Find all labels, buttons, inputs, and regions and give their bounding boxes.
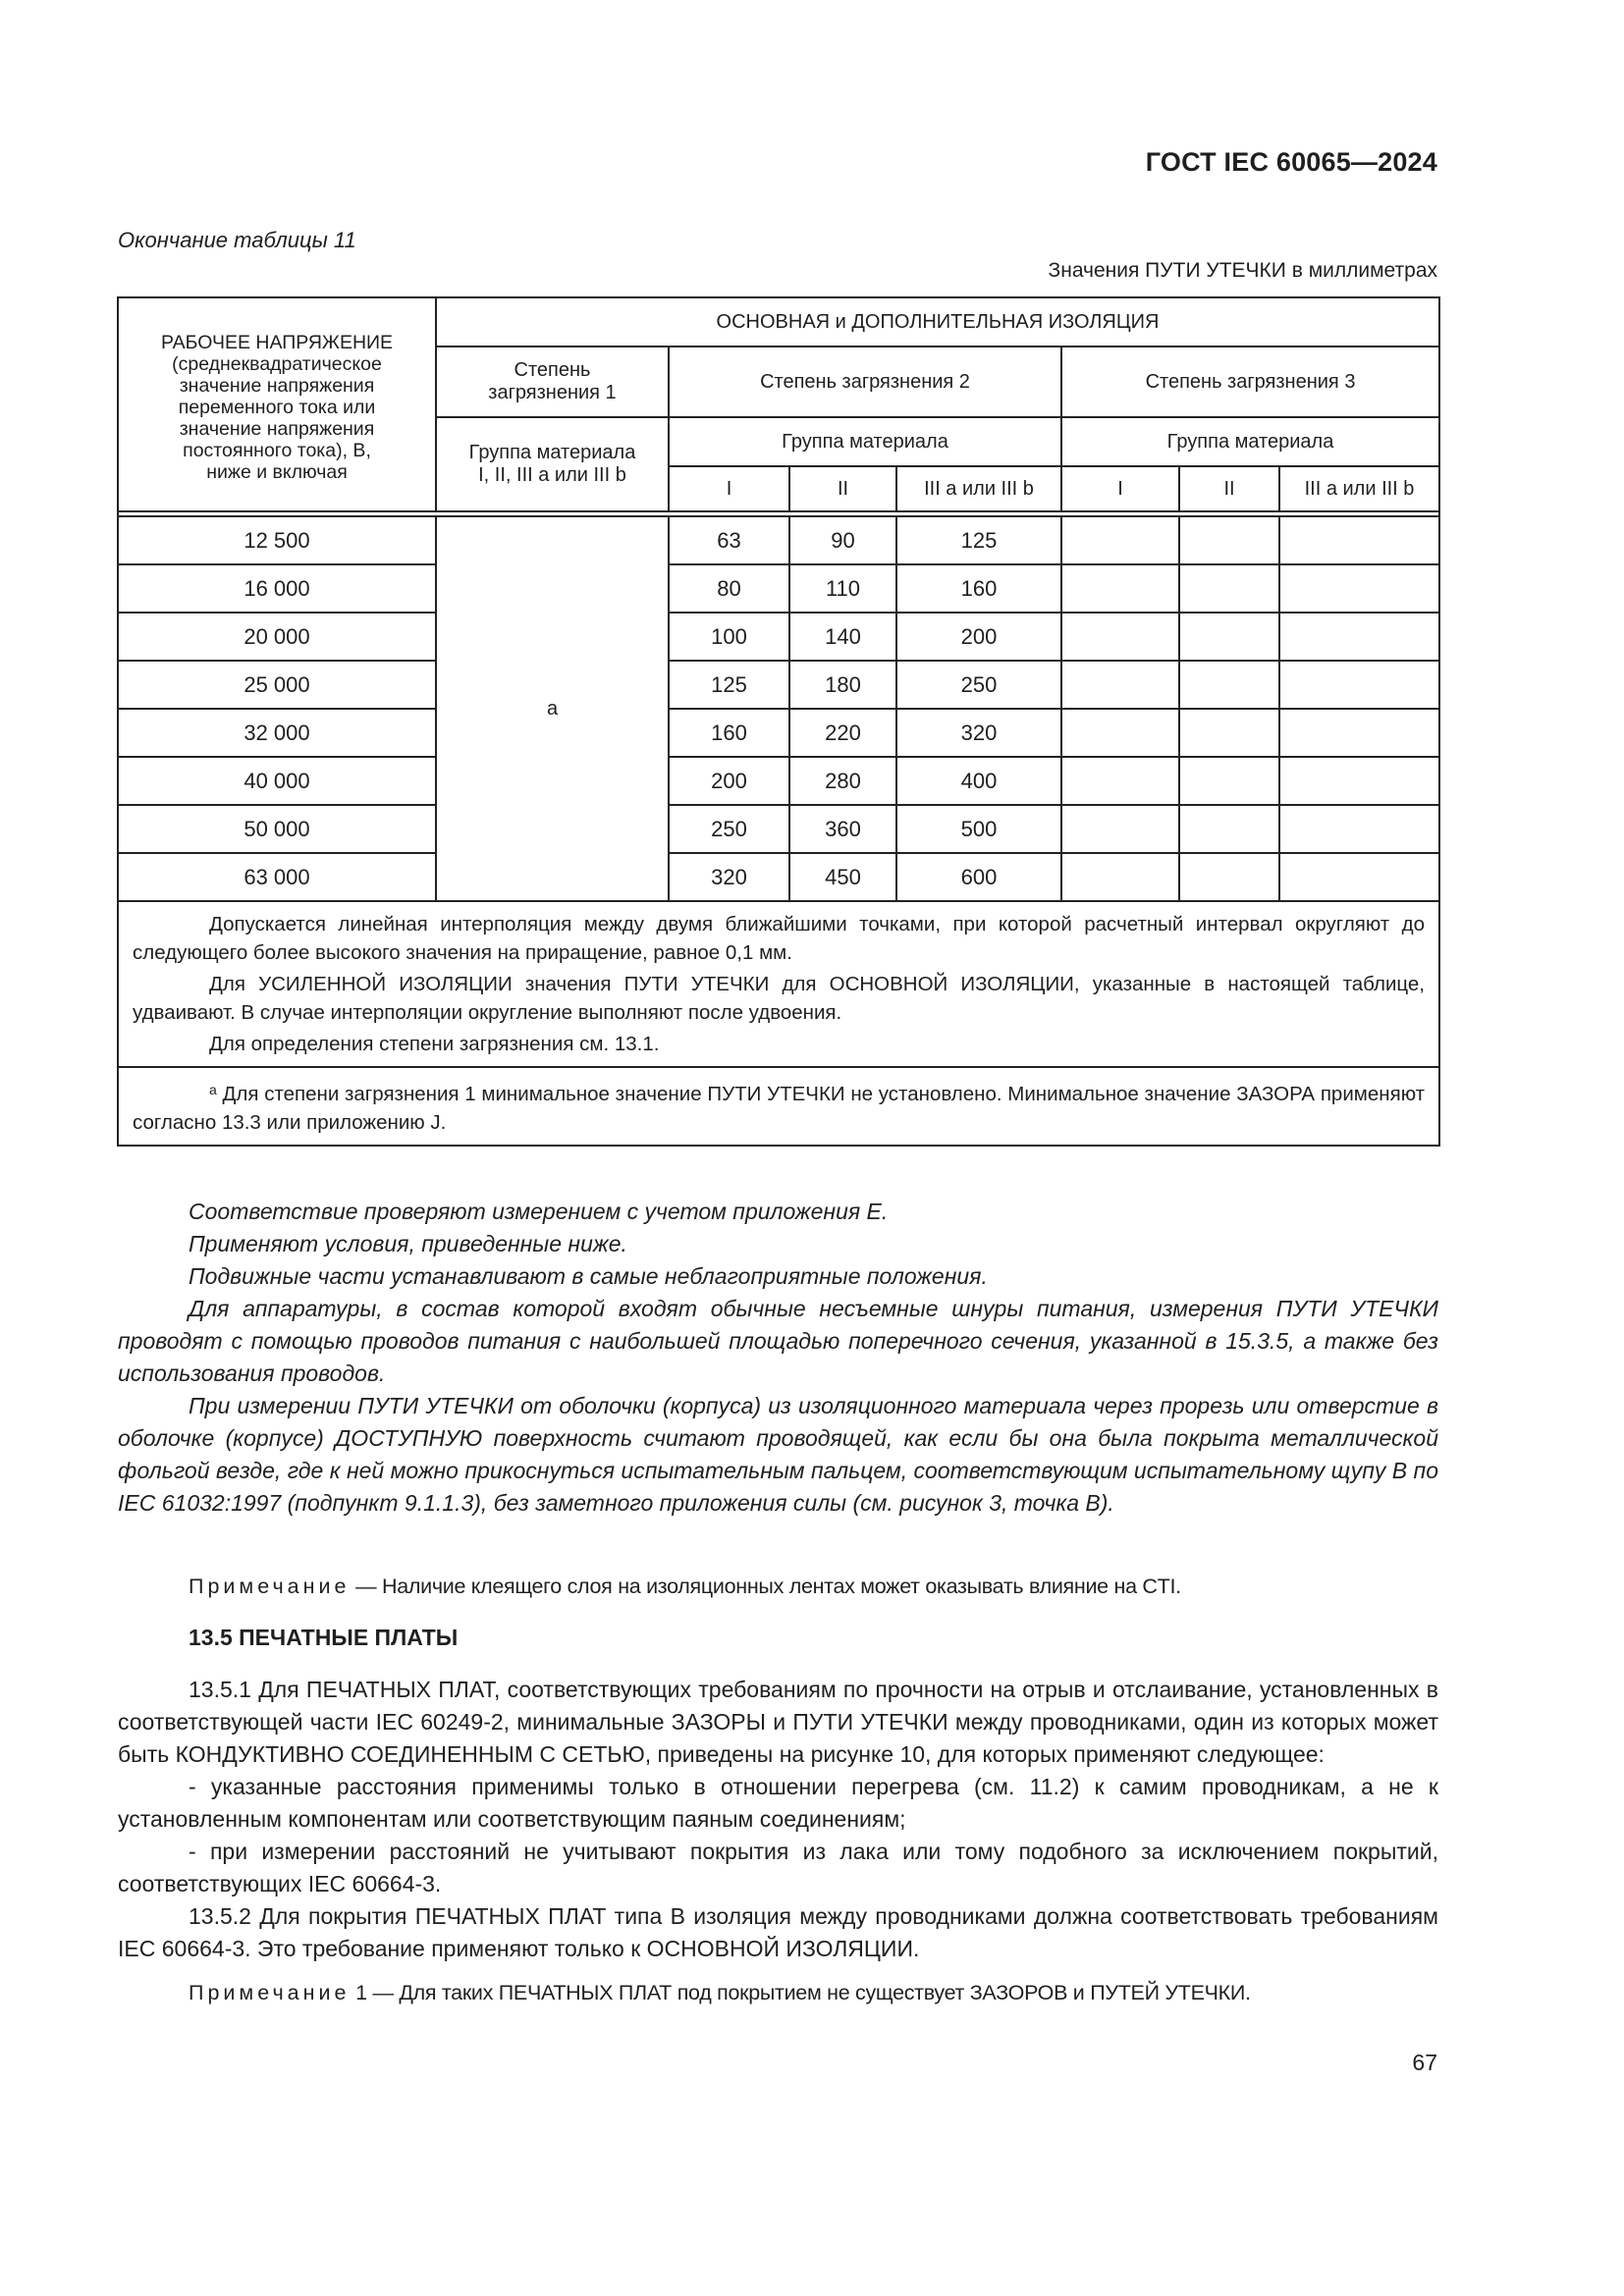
cell-voltage: 40 000 <box>118 757 436 805</box>
cell-pd2-II: 140 <box>789 613 896 661</box>
cell-voltage: 32 000 <box>118 709 436 757</box>
table-row <box>118 757 1439 805</box>
table-row <box>118 709 1439 757</box>
header-pd3-group-I: I <box>1061 466 1179 511</box>
cell-pd2-I: 160 <box>669 709 789 757</box>
table-note-interpolation: Допускается линейная интерполяция между двумя ближайшими точками, при которой расчетный интервал округляют до следующего более высокого значения на приращение, равное 0,1 мм. <box>133 913 1426 964</box>
table-row <box>118 564 1439 613</box>
header-voltage-line: постоянного тока), В, <box>183 440 371 461</box>
table-units-note: Значения ПУТИ УТЕЧКИ в миллиметрах <box>1048 259 1437 282</box>
cell-pd2-I: 63 <box>669 516 789 564</box>
cell-pd2-II: 280 <box>789 757 896 805</box>
header-voltage-line: ниже и включая <box>206 461 348 483</box>
header-pd1-group-line: Группа материала <box>468 442 636 463</box>
section-13-5 <box>118 1622 1438 2009</box>
cell-pd2-II: 450 <box>789 853 896 901</box>
header-working-voltage <box>118 297 436 511</box>
compliance-para: Соответствие проверяют измерением с учетом приложения E. <box>189 1199 889 1224</box>
cell-pd3-I <box>1061 853 1179 901</box>
cell-pd3-I <box>1061 805 1179 853</box>
cell-pd3-I <box>1061 613 1179 661</box>
cell-pd2-III: 160 <box>896 564 1061 613</box>
compliance-para: При измерении ПУТИ УТЕЧКИ от оболочки (корпуса) из изоляционного материала через прорезь или отверстие в оболочке (корпусе) ДОСТУПНУЮ поверхность считают проводящей, как если бы она была покрыта металлической фольгой везде, где к ней можно прикоснуться испытательным пальцем, соответствующим испытательному щупу B по IEC 61032:1997 (подпункт 9.1.1.3), без заметного приложения силы (см. рисунок 3, точка B). <box>118 1393 1438 1516</box>
cell-pd3-II <box>1179 709 1279 757</box>
note-text: — Наличие клеящего слоя на изоляционных лентах может оказывать влияние на CTI. <box>350 1575 1181 1598</box>
table-notes <box>118 901 1439 1067</box>
cell-pd3-I <box>1061 516 1179 564</box>
cell-pd2-I: 200 <box>669 757 789 805</box>
cell-pd2-III: 125 <box>896 516 1061 564</box>
cell-pd3-III <box>1279 757 1439 805</box>
cell-pd3-III <box>1279 709 1439 757</box>
cell-pd3-II <box>1179 661 1279 709</box>
header-pd1-group-line: I, II, III a или III b <box>478 464 626 486</box>
cti-note <box>118 1571 1438 1603</box>
cell-pd2-I: 125 <box>669 661 789 709</box>
cell-pd2-II: 110 <box>789 564 896 613</box>
header-pd1-line: загрязнения 1 <box>488 382 617 403</box>
note-number: 1 <box>350 1981 367 2004</box>
cell-voltage: 25 000 <box>118 661 436 709</box>
cell-pd2-II: 90 <box>789 516 896 564</box>
section-para-13-5-2: 13.5.2 Для покрытия ПЕЧАТНЫХ ПЛАТ типа B изоляция между проводниками должна соответствовать требованиям IEC 60664-3. Это требование применяют только к ОСНОВНОЙ ИЗОЛЯЦИИ. <box>118 1903 1438 1961</box>
cell-voltage: 12 500 <box>118 516 436 564</box>
table-row <box>118 661 1439 709</box>
header-pollution-degree-2: Степень загрязнения 2 <box>669 347 1061 417</box>
header-pd2-group-III: III a или III b <box>896 466 1061 511</box>
table-footnote <box>118 1067 1439 1146</box>
header-pd2-material-group: Группа материала <box>669 417 1061 466</box>
header-pd3-material-group: Группа материала <box>1061 417 1439 466</box>
cell-pd3-III <box>1279 613 1439 661</box>
section-note <box>118 1977 1438 2009</box>
header-pd2-group-I: I <box>669 466 789 511</box>
header-pd3-group-III: III a или III b <box>1279 466 1439 511</box>
cell-pd2-I: 250 <box>669 805 789 853</box>
cell-pd3-II <box>1179 516 1279 564</box>
document-standard-id: ГОСТ IEC 60065—2024 <box>1145 147 1437 177</box>
cell-pd2-III: 250 <box>896 661 1061 709</box>
section-title: 13.5 ПЕЧАТНЫЕ ПЛАТЫ <box>189 1625 459 1650</box>
cell-pd2-II: 360 <box>789 805 896 853</box>
cell-pd3-I <box>1061 757 1179 805</box>
footnote-text: Для степени загрязнения 1 минимальное значение ПУТИ УТЕЧКИ не установлено. Минимальное значение ЗАЗОРА применяют согласно 13.3 или приложению J. <box>133 1083 1426 1134</box>
cell-pd2-III: 320 <box>896 709 1061 757</box>
cell-pd3-I <box>1061 661 1179 709</box>
creepage-distance-table <box>117 296 1440 1147</box>
table-row <box>118 853 1439 901</box>
cell-pd3-I <box>1061 564 1179 613</box>
table-note-reinforced: Для УСИЛЕННОЙ ИЗОЛЯЦИИ значения ПУТИ УТЕЧКИ для ОСНОВНОЙ ИЗОЛЯЦИИ, указанные в настоящей таблице, удваивают. В случае интерполяции округление выполняют после удвоения. <box>133 973 1426 1024</box>
cell-pd3-I <box>1061 709 1179 757</box>
cell-pd2-III: 600 <box>896 853 1061 901</box>
section-bullet: - указанные расстояния применимы только в отношении перегрева (см. 11.2) к самим проводникам, а не к установленным компонентам или соответствующим паяным соединениям; <box>118 1774 1438 1832</box>
cell-voltage: 16 000 <box>118 564 436 613</box>
header-voltage-line: РАБОЧЕЕ НАПРЯЖЕНИЕ <box>160 332 394 353</box>
cell-pd3-III <box>1279 516 1439 564</box>
cell-pd3-II <box>1179 757 1279 805</box>
cell-pd3-II <box>1179 853 1279 901</box>
note-label: Примечание <box>189 1981 351 2004</box>
header-pd1-material-group <box>436 417 669 511</box>
table-row <box>118 805 1439 853</box>
table-caption: Окончание таблицы 11 <box>118 228 356 252</box>
header-voltage-line: (среднеквадратическое <box>172 353 382 375</box>
header-pd3-group-II: II <box>1179 466 1279 511</box>
table-row <box>118 516 1439 564</box>
table-row <box>118 613 1439 661</box>
header-pollution-degree-3: Степень загрязнения 3 <box>1061 347 1439 417</box>
cell-pd2-III: 200 <box>896 613 1061 661</box>
cell-voltage: 50 000 <box>118 805 436 853</box>
cell-pd3-III <box>1279 853 1439 901</box>
compliance-para: Применяют условия, приведенные ниже. <box>189 1231 627 1256</box>
header-voltage-line: переменного тока или <box>178 397 376 418</box>
table-note-pollution-ref: Для определения степени загрязнения см. 13.1. <box>209 1033 660 1055</box>
section-bullet: - при измерении расстояний не учитывают покрытия из лака или тому подобного за исключением покрытий, соответствующих IEC 60664-3. <box>118 1839 1438 1896</box>
note-label: Примечание <box>189 1575 351 1598</box>
cell-voltage: 20 000 <box>118 613 436 661</box>
cell-pd1-footnote-ref: a <box>436 516 669 901</box>
header-pd2-group-II: II <box>789 466 896 511</box>
header-pollution-degree-1 <box>436 347 669 417</box>
cell-pd3-II <box>1179 564 1279 613</box>
cell-pd3-II <box>1179 805 1279 853</box>
cell-pd2-III: 400 <box>896 757 1061 805</box>
section-para-13-5-1: 13.5.1 Для ПЕЧАТНЫХ ПЛАТ, соответствующих требованиям по прочности на отрыв и отслаивание, установленных в соответствующей части IEC 60249-2, минимальные ЗАЗОРЫ и ПУТИ УТЕЧКИ между проводниками, один из которых может быть КОНДУКТИВНО СОЕДИНЕННЫМ С СЕТЬЮ, приведены на рисунке 10, для которых применяют следующее: <box>118 1677 1438 1767</box>
cell-pd2-II: 180 <box>789 661 896 709</box>
cell-pd2-I: 100 <box>669 613 789 661</box>
cell-pd2-II: 220 <box>789 709 896 757</box>
header-voltage-line: значение напряжения <box>179 375 375 397</box>
cell-pd3-III <box>1279 564 1439 613</box>
header-voltage-line: значение напряжения <box>179 418 375 440</box>
header-basic-supplementary-insulation: ОСНОВНАЯ и ДОПОЛНИТЕЛЬНАЯ ИЗОЛЯЦИЯ <box>436 297 1439 347</box>
compliance-block <box>118 1196 1438 1520</box>
cell-pd2-I: 320 <box>669 853 789 901</box>
cell-pd3-II <box>1179 613 1279 661</box>
footnote-marker: a <box>209 1082 217 1097</box>
cell-voltage: 63 000 <box>118 853 436 901</box>
cell-pd3-III <box>1279 661 1439 709</box>
cell-pd3-III <box>1279 805 1439 853</box>
header-pd1-line: Степень <box>514 359 591 381</box>
compliance-para: Подвижные части устанавливают в самые неблагоприятные положения. <box>189 1263 988 1289</box>
page-number: 67 <box>1412 2050 1437 2075</box>
cell-pd2-III: 500 <box>896 805 1061 853</box>
cell-pd2-I: 80 <box>669 564 789 613</box>
compliance-para: Для аппаратуры, в состав которой входят обычные несъемные шнуры питания, измерения ПУТИ УТЕЧКИ проводят с помощью проводов питания с наибольшей площадью поперечного сечения, указанной в 15.3.5, а также без использования проводов. <box>118 1296 1438 1386</box>
note-text: — Для таких ПЕЧАТНЫХ ПЛАТ под покрытием не существует ЗАЗОРОВ и ПУТЕЙ УТЕЧКИ. <box>366 1981 1251 2004</box>
